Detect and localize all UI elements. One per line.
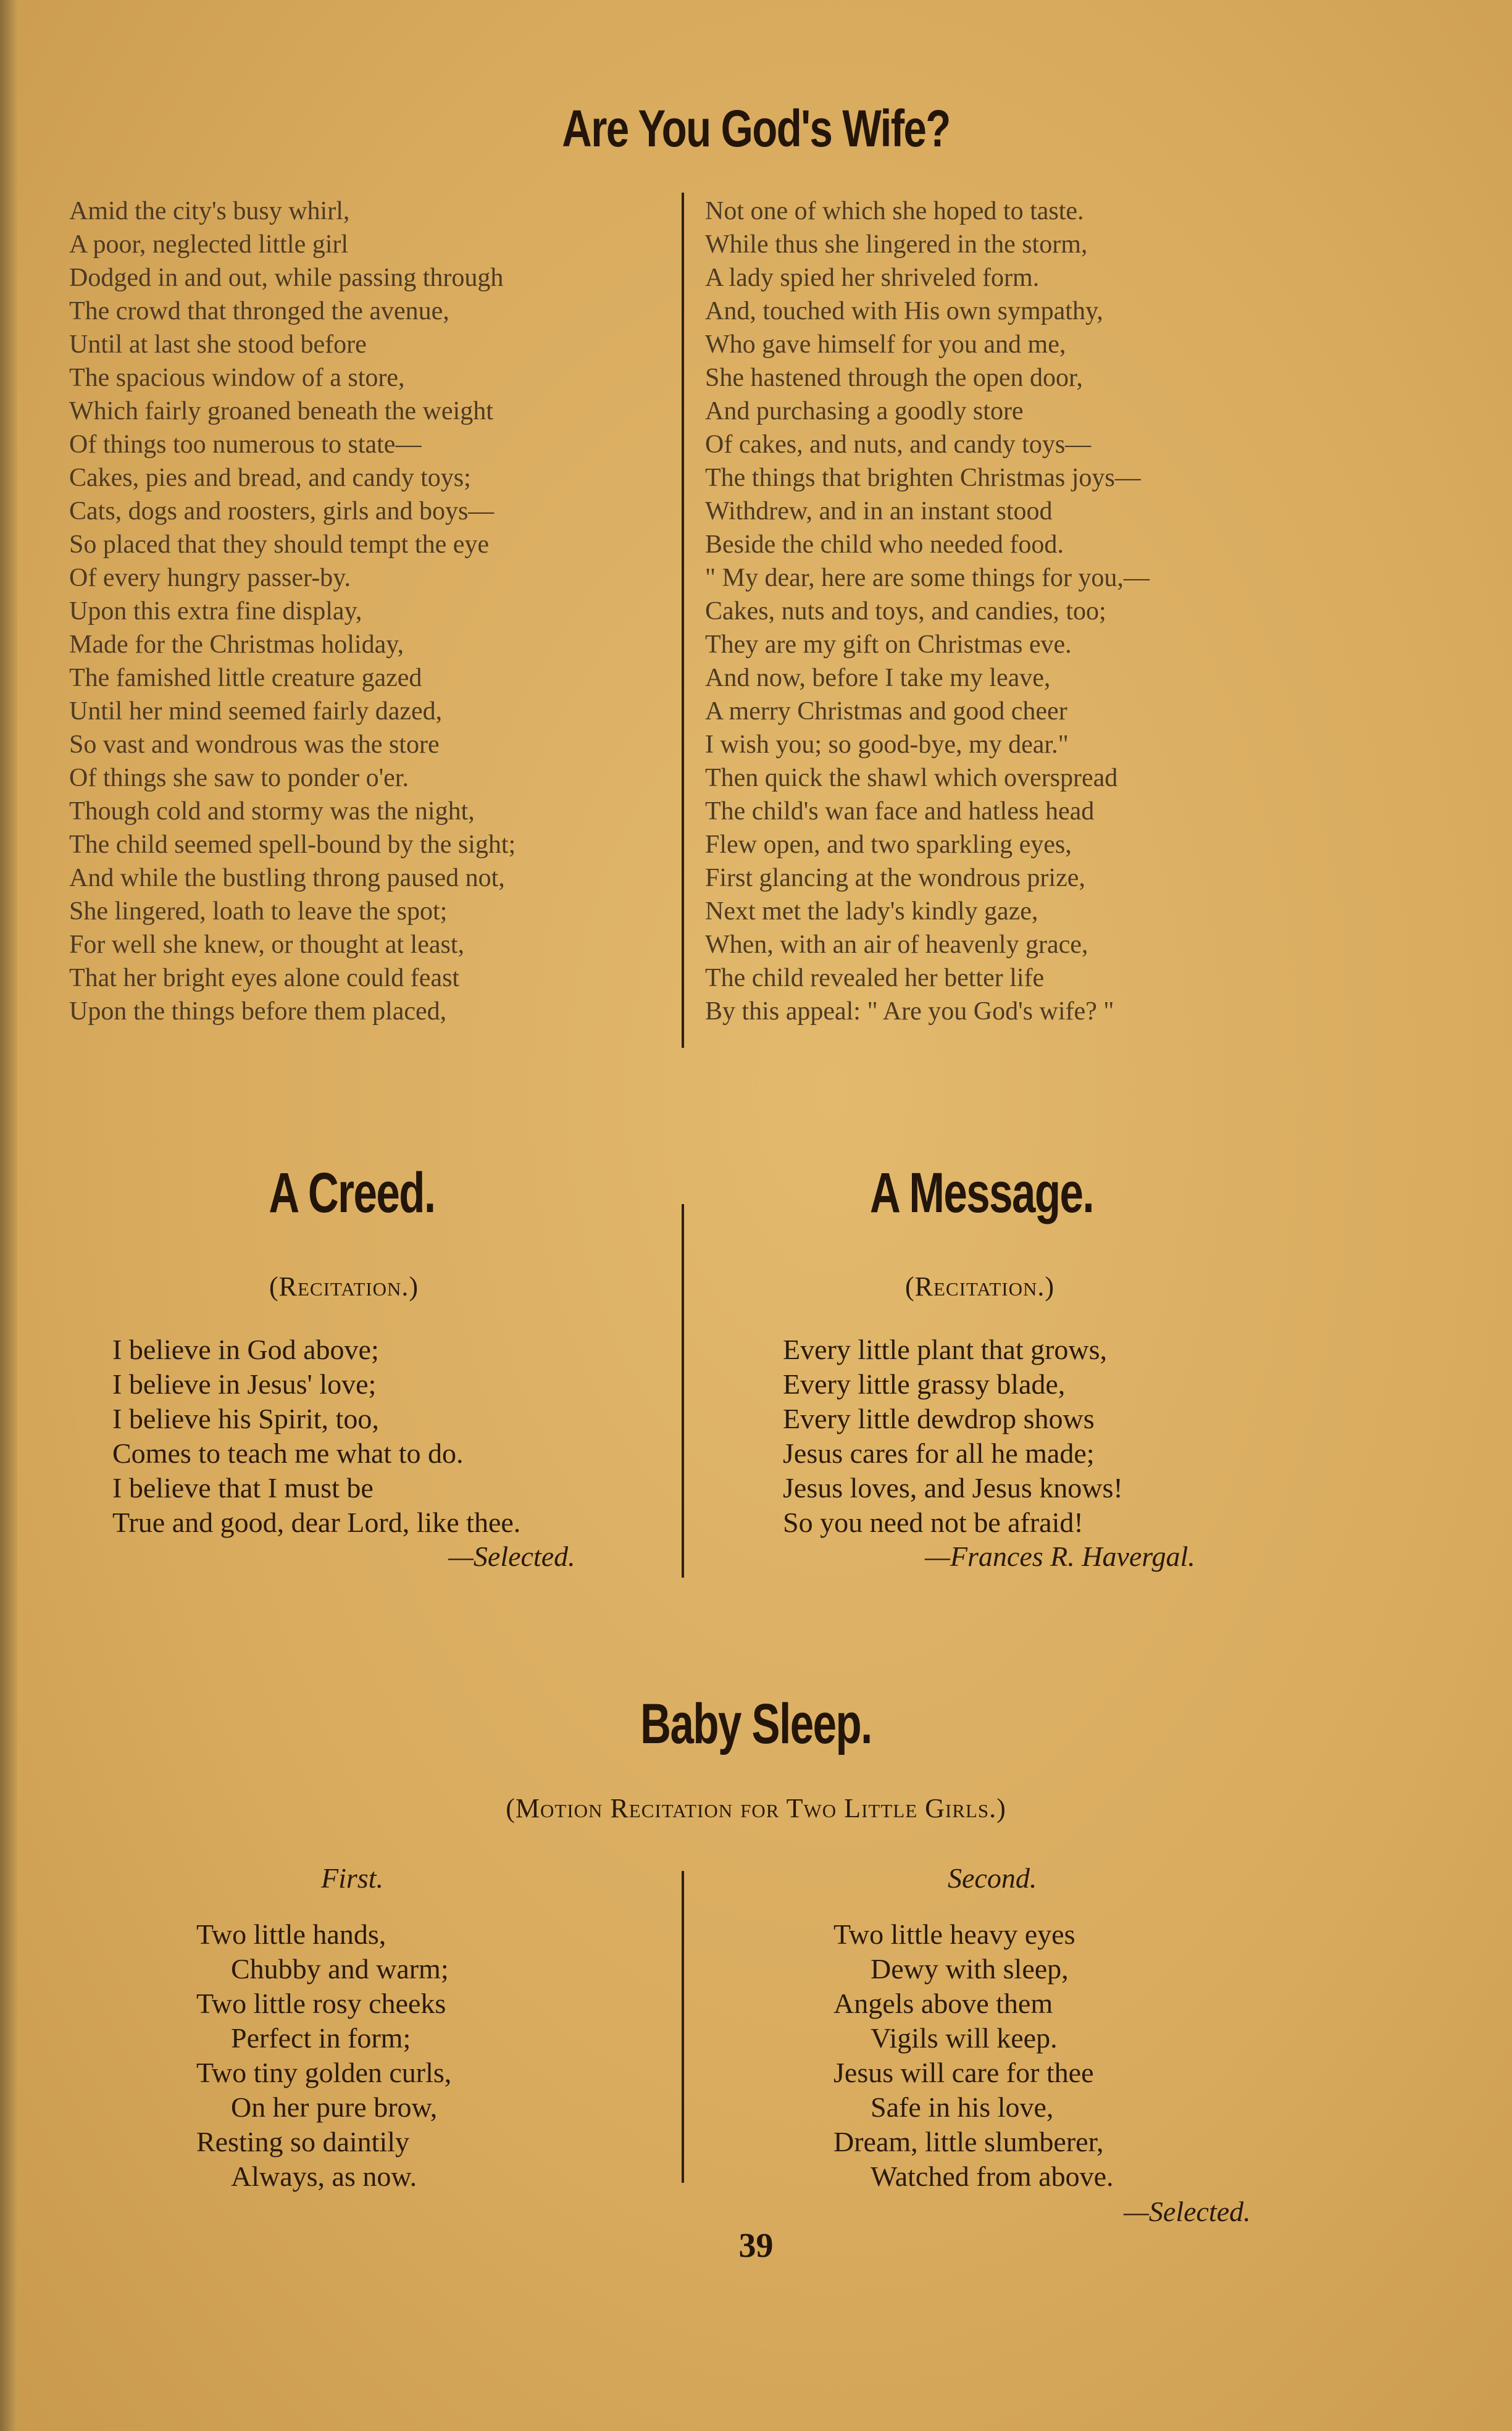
poem-line: While thus she lingered in the storm, (705, 230, 1088, 259)
message-body (783, 1333, 1123, 1540)
poem-line: Dodged in and out, while passing through (69, 264, 504, 292)
column-divider (682, 193, 684, 1048)
baby-sleep-subtitle: (Motion Recitation for Two Little Girls.) (506, 1793, 1006, 1823)
poem-line: Withdrew, and in an instant stood (705, 497, 1053, 525)
creed-attribution: —Selected. (448, 1541, 575, 1572)
poem-line: Of things she saw to ponder o'er. (69, 764, 409, 792)
poem-line: Perfect in form; (231, 2022, 411, 2054)
main-poem-left-column (69, 195, 516, 1028)
poem-line: Dream, little slumberer, (833, 2126, 1104, 2157)
poem-line: Of every hungry passer-by. (69, 564, 351, 592)
poem-line: The things that brighten Christmas joys— (705, 464, 1141, 492)
poem-line: Resting so daintily (196, 2126, 409, 2157)
poem-line: Vigils will keep. (871, 2022, 1058, 2054)
column-divider (682, 1204, 684, 1578)
poem-line: Upon this extra fine display, (69, 597, 362, 626)
poem-line: She lingered, loath to leave the spot; (69, 897, 448, 926)
poem-line: Until at last she stood before (69, 330, 367, 359)
poem-title-message: A Message. (869, 1161, 1094, 1224)
poem-line: Two little heavy eyes (833, 1918, 1076, 1950)
poem-line: The crowd that thronged the avenue, (69, 297, 449, 325)
poem-line: Of cakes, and nuts, and candy toys— (705, 430, 1092, 459)
poem-line: Every little grassy blade, (783, 1368, 1066, 1400)
poem-line: I believe his Spirit, too, (112, 1403, 379, 1434)
poem-line: Every little dewdrop shows (783, 1403, 1095, 1434)
poem-line: Flew open, and two sparkling eyes, (705, 831, 1072, 859)
message-attribution: —Frances R. Havergal. (925, 1541, 1195, 1572)
poem-line: Cakes, pies and bread, and candy toys; (69, 464, 471, 492)
poem-line: Jesus cares for all he made; (783, 1437, 1095, 1469)
poem-line: Chubby and warm; (231, 1953, 449, 1985)
message-subtitle: (Recitation.) (905, 1271, 1055, 1302)
poem-line: Until her mind seemed fairly dazed, (69, 697, 443, 726)
baby-sleep-second-body (833, 1917, 1114, 2194)
poem-line: Dewy with sleep, (871, 1953, 1069, 1985)
poem-line: Of things too numerous to state— (69, 430, 422, 459)
poem-line: And now, before I take my leave, (705, 664, 1051, 692)
poem-line: Two little hands, (196, 1918, 386, 1950)
poem-line: Jesus loves, and Jesus knows! (783, 1472, 1123, 1504)
poem-line: By this appeal: " Are you God's wife? " (705, 997, 1114, 1026)
poem-line: Not one of which she hoped to taste. (705, 197, 1084, 225)
poem-line: Though cold and stormy was the night, (69, 797, 475, 826)
poem-line: I believe in God above; (112, 1334, 379, 1365)
poem-line: And while the bustling throng paused not, (69, 864, 505, 892)
poem-line: A lady spied her shriveled form. (705, 264, 1040, 292)
column-divider (682, 1871, 684, 2183)
poem-line: Two tiny golden curls, (196, 2057, 452, 2088)
poem-line: Upon the things before them placed, (69, 997, 447, 1026)
poem-line: I believe that I must be (112, 1472, 374, 1504)
poem-line: Beside the child who needed food. (705, 530, 1064, 559)
poem-line: So vast and wondrous was the store (69, 730, 440, 759)
poem-line: When, with an air of heavenly grace, (705, 931, 1088, 959)
poem-line: And, touched with His own sympathy, (705, 297, 1103, 325)
page-left-edge (0, 0, 17, 2431)
poem-line: And purchasing a goodly store (705, 397, 1024, 425)
poem-line: On her pure brow, (231, 2091, 438, 2123)
poem-line: The spacious window of a store, (69, 364, 405, 392)
poem-title-creed: A Creed. (269, 1161, 435, 1224)
poem-line: Amid the city's busy whirl, (69, 197, 350, 225)
poem-title-baby-sleep: Baby Sleep. (640, 1692, 872, 1755)
poem-line: Jesus will care for thee (833, 2057, 1094, 2088)
poem-line: Cakes, nuts and toys, and candies, too; (705, 597, 1106, 626)
baby-sleep-attribution: —Selected. (1124, 2196, 1251, 2227)
creed-subtitle: (Recitation.) (269, 1271, 419, 1302)
poem-line: Then quick the shawl which overspread (705, 764, 1118, 792)
poem-line: The child's wan face and hatless head (705, 797, 1095, 826)
poem-line: Safe in his love, (871, 2091, 1054, 2123)
poem-title-are-you-gods-wife: Are You God's Wife? (562, 99, 950, 157)
poem-line: Comes to teach me what to do. (112, 1437, 464, 1469)
poem-line: So placed that they should tempt the eye (69, 530, 489, 559)
poem-line: The child seemed spell-bound by the sight; (69, 831, 516, 859)
poem-line: A merry Christmas and good cheer (705, 697, 1067, 726)
poem-line: That her bright eyes alone could feast (69, 964, 460, 992)
poem-line: " My dear, here are some things for you,— (705, 564, 1150, 592)
baby-sleep-first-body (196, 1917, 451, 2194)
poem-line: Every little plant that grows, (783, 1334, 1108, 1365)
poem-line: Watched from above. (871, 2161, 1114, 2192)
main-poem-right-column (705, 195, 1150, 1028)
creed-body (112, 1333, 520, 1540)
poem-line: Who gave himself for you and me, (705, 330, 1066, 359)
poem-line: Cats, dogs and roosters, girls and boys— (69, 497, 495, 525)
poem-line: Always, as now. (231, 2161, 417, 2192)
poem-line: Next met the lady's kindly gaze, (705, 897, 1038, 926)
poem-line: Made for the Christmas holiday, (69, 630, 404, 659)
poem-line: First glancing at the wondrous prize, (705, 864, 1085, 892)
poem-line: For well she knew, or thought at least, (69, 931, 464, 959)
poem-line: I believe in Jesus' love; (112, 1368, 377, 1400)
second-part-label: Second. (948, 1862, 1037, 1894)
poem-line: A poor, neglected little girl (69, 230, 349, 259)
first-part-label: First. (321, 1862, 383, 1894)
poem-line: So you need not be afraid! (783, 1507, 1084, 1538)
poem-line: The famished little creature gazed (69, 664, 422, 692)
page-number: 39 (738, 2227, 774, 2265)
poem-line: True and good, dear Lord, like thee. (112, 1507, 521, 1538)
poem-line: The child revealed her better life (705, 964, 1045, 992)
poem-line: Which fairly groaned beneath the weight (69, 397, 493, 425)
poem-line: Angels above them (833, 1988, 1053, 2019)
poem-line: She hastened through the open door, (705, 364, 1083, 392)
poem-line: They are my gift on Christmas eve. (705, 630, 1072, 659)
poem-line: Two little rosy cheeks (196, 1988, 446, 2019)
poem-line: I wish you; so good-bye, my dear." (705, 730, 1069, 759)
